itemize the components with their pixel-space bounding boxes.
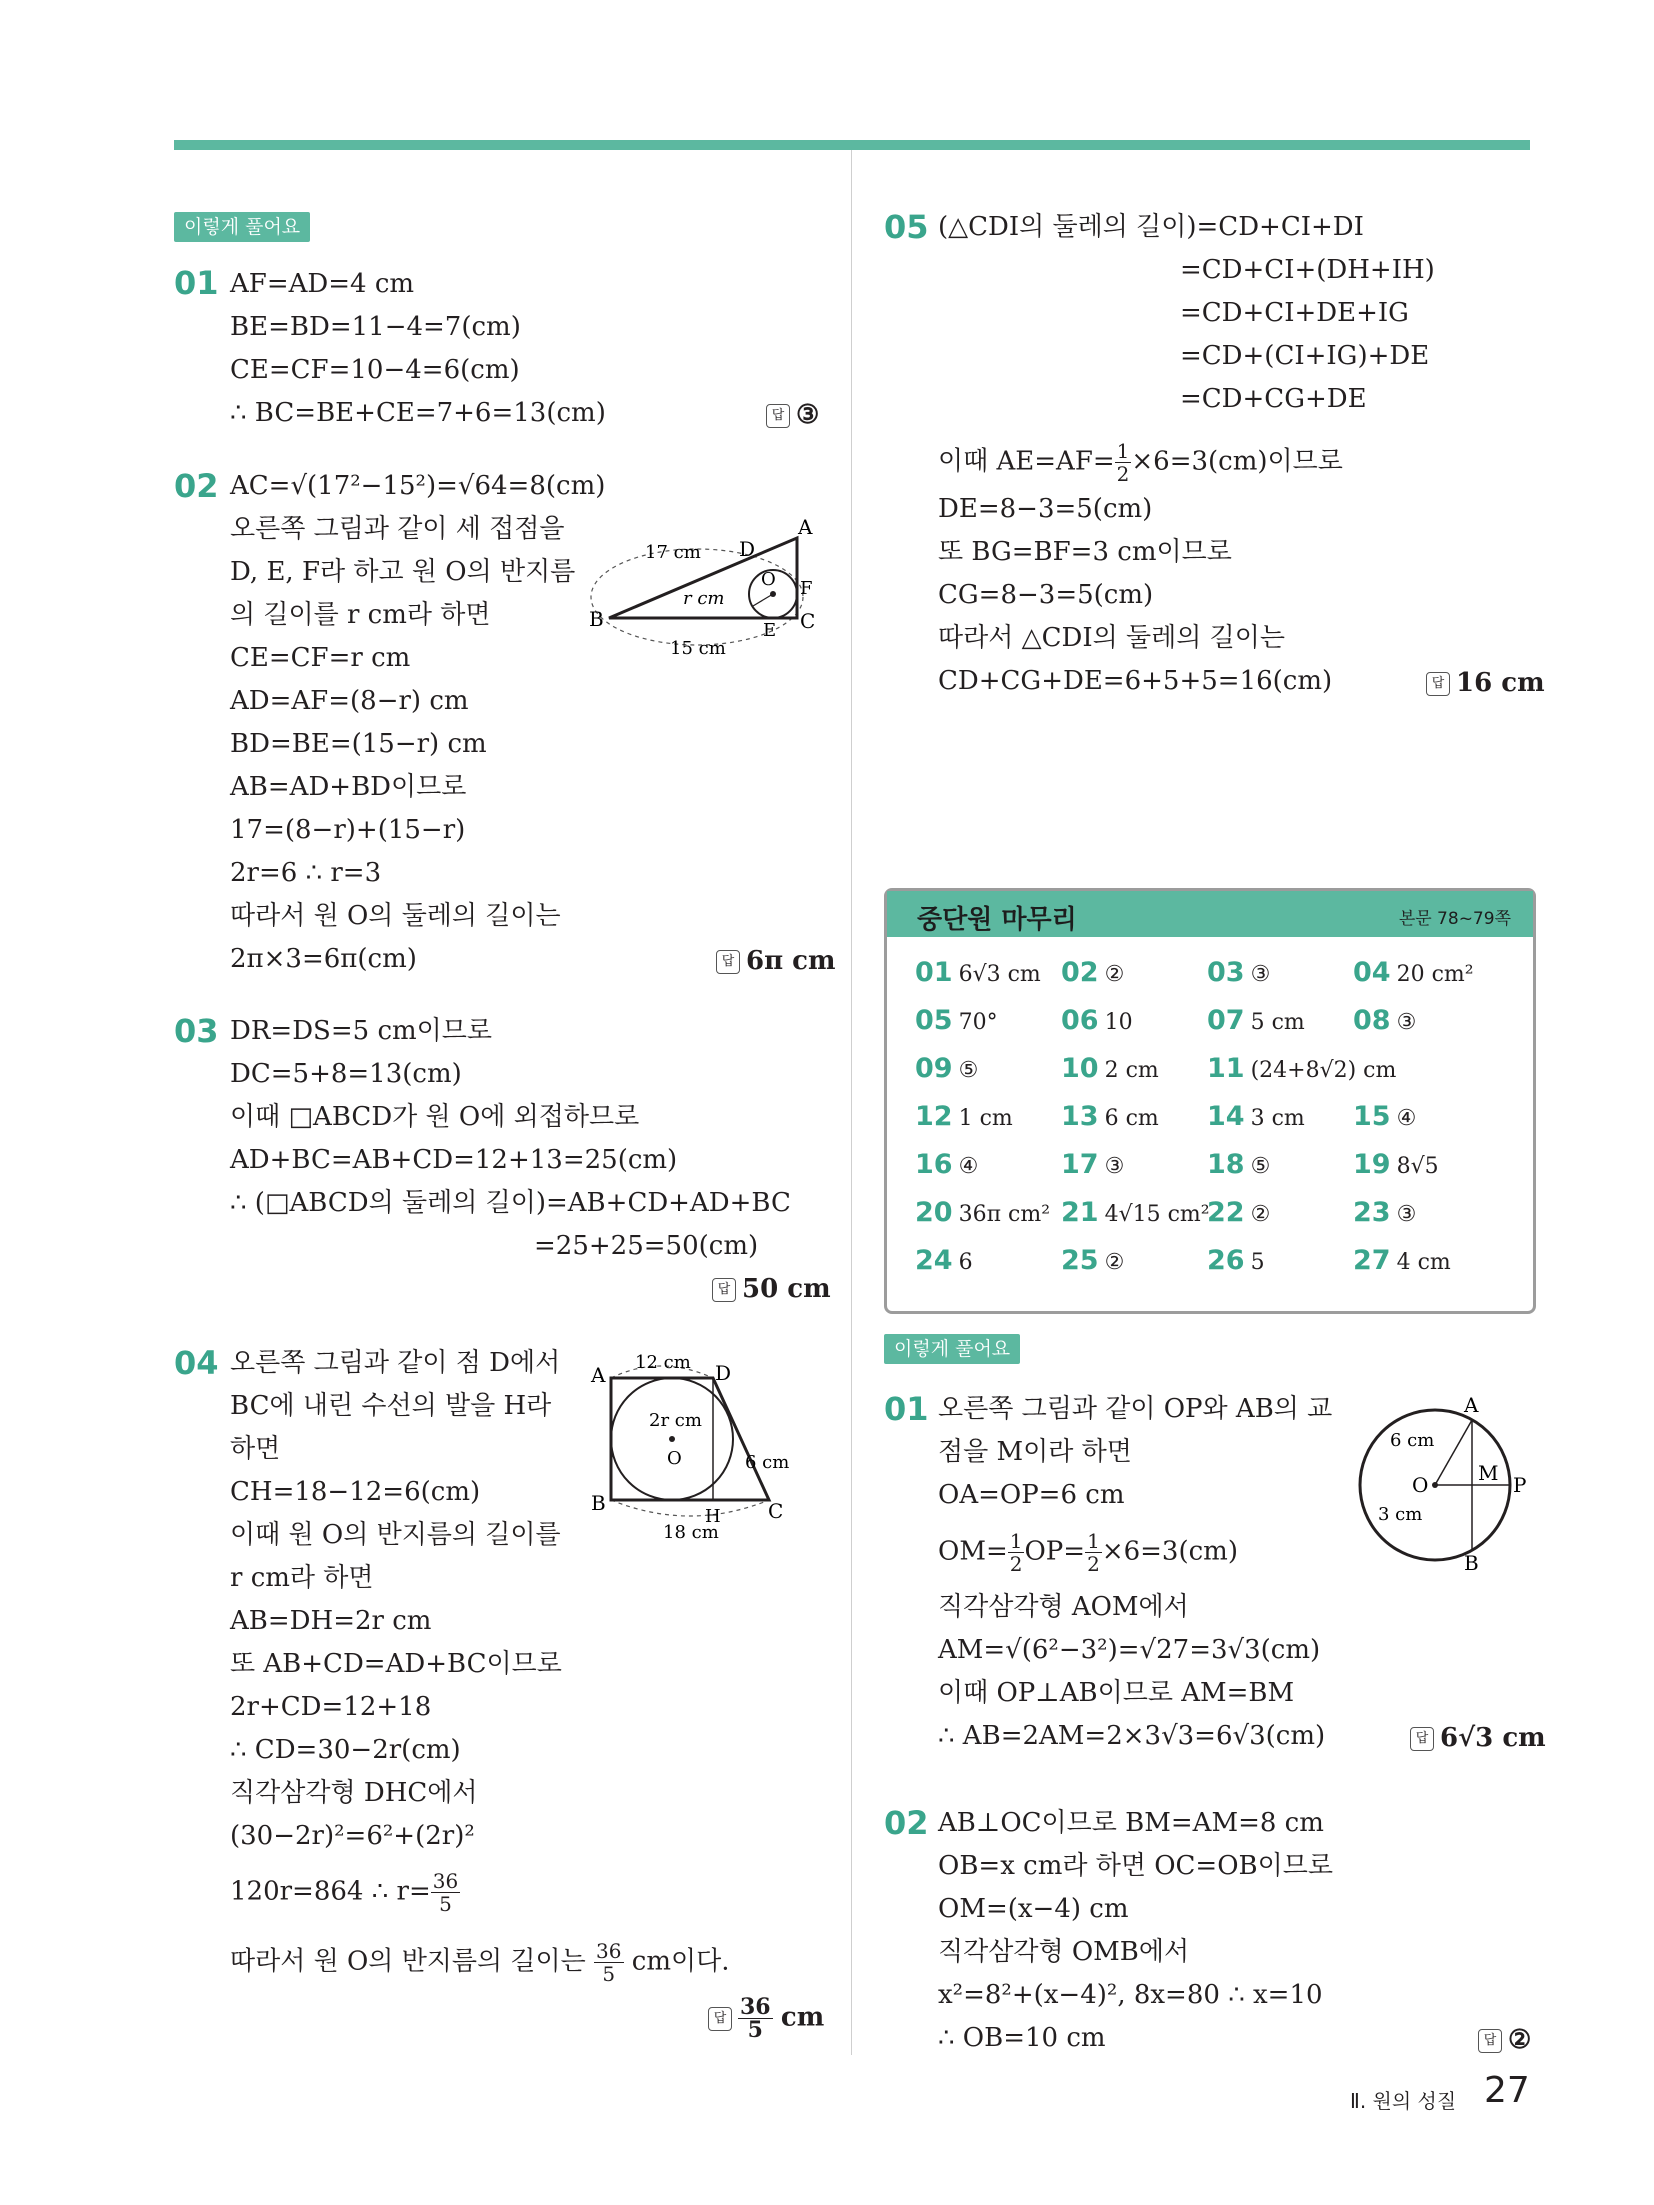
- review-answer-number: 25: [1061, 1245, 1099, 1276]
- review-answer-cell: [1207, 1245, 1265, 1276]
- solution-line: 하면: [230, 1434, 281, 1464]
- review-answer-cell: [915, 1245, 973, 1276]
- solution-line: DC=5+8=13(cm): [230, 1059, 462, 1089]
- label-C: C: [768, 1499, 784, 1523]
- solution-line: D, E, F라 하고 원 O의 반지름: [230, 557, 576, 587]
- review-box-title: 중단원 마무리: [917, 905, 1077, 935]
- review-box-header: [887, 891, 1533, 937]
- problem-number: 01: [884, 1390, 929, 1428]
- solution-line: x²=8²+(x−4)², 8x=80 ∴ x=10: [938, 1980, 1323, 2010]
- solution-line: BE=BD=11−4=7(cm): [230, 312, 521, 342]
- review-answer-value: 6: [958, 1250, 973, 1275]
- fraction: [1115, 440, 1132, 485]
- solution-line: 직각삼각형 AOM에서: [938, 1592, 1189, 1622]
- review-answer-value: 5: [1250, 1250, 1265, 1275]
- review-answer-number: 16: [915, 1149, 953, 1180]
- solution-line: 따라서 원 O의 둘레의 길이는: [230, 901, 561, 931]
- review-answer-cell: [1207, 1149, 1270, 1180]
- solution-line: 2r=6 ∴ r=3: [230, 858, 382, 888]
- solution-line: =CD+CG+DE: [1180, 384, 1367, 414]
- review-answer-number: 05: [915, 1005, 953, 1036]
- review-answer-number: 03: [1207, 957, 1245, 988]
- review-answer-cell: [915, 1197, 1050, 1228]
- review-answer-number: 20: [915, 1197, 953, 1228]
- chapter-label: Ⅱ. 원의 성질: [1350, 2089, 1457, 2113]
- review-answer-value: 4√15 cm²: [1104, 1202, 1210, 1227]
- review-answer-cell: [1353, 1149, 1439, 1180]
- answer-icon: 답: [766, 404, 790, 428]
- solution-line: [938, 440, 1343, 485]
- label-E: E: [763, 620, 777, 641]
- equation-text: OM=: [938, 1536, 1008, 1567]
- review-answer-value: 3 cm: [1250, 1106, 1305, 1131]
- review-answer-number: 22: [1207, 1197, 1245, 1228]
- trapezoid-shape: [611, 1378, 769, 1500]
- solution-tag: 이렇게 풀어요: [884, 1334, 1020, 1364]
- circle-figure: [1350, 1390, 1530, 1580]
- problem-number: 05: [884, 208, 929, 246]
- review-answer-cell: [1207, 1101, 1305, 1132]
- solution-line: AB⊥OC이므로 BM=AM=8 cm: [938, 1808, 1324, 1838]
- review-answer-value: 6 cm: [1104, 1106, 1159, 1131]
- column-divider: [851, 150, 852, 2055]
- review-answer-value: 8√5: [1396, 1154, 1439, 1179]
- solution-line: AC=√(17²−15²)=√64=8(cm): [230, 471, 606, 501]
- review-answer-number: 23: [1353, 1197, 1391, 1228]
- fraction: [1008, 1530, 1025, 1575]
- review-answer-number: 15: [1353, 1101, 1391, 1132]
- answer-mark: [1426, 666, 1545, 700]
- review-answer-number: 27: [1353, 1245, 1391, 1276]
- solution-line: AD=AF=(8−r) cm: [230, 686, 469, 716]
- review-answer-number: 07: [1207, 1005, 1245, 1036]
- review-answer-number: 11: [1207, 1053, 1245, 1084]
- numerator: 36: [432, 1869, 459, 1893]
- answer-mark: [716, 944, 836, 978]
- trapezoid-figure: [585, 1352, 800, 1542]
- solution-line: ∴ CD=30−2r(cm): [230, 1735, 461, 1765]
- review-answer-number: 13: [1061, 1101, 1099, 1132]
- review-answer-value: 6√3 cm: [958, 962, 1041, 987]
- review-answer-value: ③: [1250, 962, 1271, 987]
- review-answer-number: 09: [915, 1053, 953, 1084]
- solution-line: 오른쪽 그림과 같이 세 접점을: [230, 514, 565, 544]
- solution-line: (30−2r)²=6²+(2r)²: [230, 1821, 475, 1851]
- problem-number: 01: [174, 264, 219, 302]
- denominator: 2: [1087, 1552, 1100, 1576]
- fraction: [431, 1870, 460, 1915]
- label-side: 6 cm: [745, 1452, 790, 1473]
- label-C: C: [800, 609, 816, 633]
- review-answer-value: ②: [1104, 962, 1125, 987]
- answer-unit: cm: [780, 2002, 825, 2033]
- review-answer-cell: [915, 1149, 978, 1180]
- label-H: H: [705, 1506, 721, 1527]
- solution-line: OM=(x−4) cm: [938, 1894, 1129, 1924]
- equation-text: ×6=3(cm): [1101, 1536, 1238, 1567]
- review-answer-value: ⑤: [958, 1058, 979, 1083]
- review-answer-cell: [1061, 1053, 1159, 1084]
- solution-line: CE=CF=10−4=6(cm): [230, 355, 520, 385]
- review-answer-number: 02: [1061, 957, 1099, 988]
- solution-line: AB=AD+BD이므로: [230, 772, 467, 802]
- solution-line: 또 BG=BF=3 cm이므로: [938, 537, 1232, 567]
- review-answer-number: 17: [1061, 1149, 1099, 1180]
- solution-line: CH=18−12=6(cm): [230, 1477, 481, 1507]
- review-answer-value: 10: [1104, 1010, 1133, 1035]
- label-A: A: [1464, 1393, 1479, 1417]
- review-answer-cell: [1207, 957, 1270, 988]
- label-side-17: 17 cm: [645, 542, 701, 563]
- answer-mark: [1478, 2023, 1531, 2057]
- solution-line: [230, 1940, 729, 1985]
- solution-line: =CD+(CI+IG)+DE: [1180, 341, 1430, 371]
- label-D: D: [739, 537, 756, 561]
- solution-line: =CD+CI+DE+IG: [1180, 298, 1409, 328]
- solution-line: ∴ (□ABCD의 둘레의 길이)=AB+CD+AD+BC: [230, 1188, 791, 1218]
- review-answer-cell: [1061, 1005, 1133, 1036]
- answer-value: ②: [1508, 2025, 1532, 2055]
- review-box-reference: 본문 78~79쪽: [1398, 909, 1511, 929]
- triangle-figure: [585, 510, 825, 660]
- review-answer-value: ③: [1104, 1154, 1125, 1179]
- review-answer-value: 20 cm²: [1396, 962, 1474, 987]
- review-answer-value: ④: [1396, 1106, 1417, 1131]
- solution-line: CG=8−3=5(cm): [938, 580, 1154, 610]
- review-answer-value: 5 cm: [1250, 1010, 1305, 1035]
- solution-line: 17=(8−r)+(15−r): [230, 815, 466, 845]
- solution-line: AD+BC=AB+CD=12+13=25(cm): [230, 1145, 678, 1175]
- review-answer-number: 14: [1207, 1101, 1245, 1132]
- review-answer-number: 04: [1353, 957, 1391, 988]
- segment-OA: [1435, 1420, 1472, 1485]
- fraction: [738, 1996, 773, 2041]
- solution-line: DE=8−3=5(cm): [938, 494, 1153, 524]
- numerator: 1: [1087, 1529, 1100, 1553]
- solution-line: 또 AB+CD=AD+BC이므로: [230, 1649, 562, 1679]
- denominator: 5: [439, 1892, 452, 1916]
- numerator: 1: [1009, 1529, 1023, 1553]
- equation-text: 120r=864 ∴ r=: [230, 1876, 431, 1907]
- review-answer-value: ④: [958, 1154, 979, 1179]
- answer-value: 16 cm: [1456, 668, 1545, 698]
- label-radius: r cm: [683, 588, 725, 609]
- solution-line: DR=DS=5 cm이므로: [230, 1016, 493, 1046]
- label-B: B: [591, 1491, 606, 1515]
- solution-line: 이때 □ABCD가 원 O에 외접하므로: [230, 1102, 640, 1132]
- answer-icon: 답: [1426, 672, 1450, 696]
- review-answer-value: ③: [1396, 1202, 1417, 1227]
- review-answer-number: 24: [915, 1245, 953, 1276]
- label-M: M: [1478, 1461, 1499, 1485]
- solution-line: OB=x cm라 하면 OC=OB이므로: [938, 1851, 1333, 1881]
- label-F: F: [800, 578, 813, 599]
- solution-line: BC에 내린 수선의 발을 H라: [230, 1391, 552, 1421]
- solution-line: 이때 OP⊥AB이므로 AM=BM: [938, 1678, 1295, 1708]
- answer-icon: 답: [1410, 1727, 1434, 1751]
- sentence-text: ×6=3(cm)이므로: [1131, 446, 1343, 477]
- sentence-text: 이때 AE=AF=: [938, 446, 1115, 477]
- answer-value: 6π cm: [746, 946, 836, 976]
- dashed-arc: [611, 1500, 769, 1516]
- chapter-review-box: [884, 888, 1536, 1314]
- review-answer-cell: [915, 957, 1041, 988]
- label-B: B: [589, 607, 604, 631]
- answer-value: 6√3 cm: [1440, 1723, 1546, 1753]
- review-answer-cell: [1061, 1245, 1124, 1276]
- solution-line: =25+25=50(cm): [534, 1231, 759, 1261]
- review-answer-number: 26: [1207, 1245, 1245, 1276]
- review-answer-cell: [1353, 1197, 1416, 1228]
- numerator: 36: [596, 1939, 622, 1963]
- label-B: B: [1464, 1551, 1479, 1575]
- solution-line: CE=CF=r cm: [230, 643, 411, 673]
- review-answer-cell: [1207, 1005, 1305, 1036]
- solution-line: =CD+CI+(DH+IH): [1180, 255, 1435, 285]
- answer-icon: 답: [708, 2007, 732, 2031]
- sentence-text: 따라서 원 O의 반지름의 길이는: [230, 1946, 586, 1977]
- review-answer-cell: [915, 1053, 978, 1084]
- solution-line: OA=OP=6 cm: [938, 1480, 1125, 1510]
- solution-line: ∴ AB=2AM=2×3√3=6√3(cm): [938, 1721, 1326, 1751]
- label-D: D: [715, 1361, 732, 1385]
- solution-line: 2r+CD=12+18: [230, 1692, 432, 1722]
- review-answer-number: 08: [1353, 1005, 1391, 1036]
- answer-icon: 답: [1478, 2029, 1502, 2053]
- answer-mark: [1410, 1721, 1546, 1755]
- review-answer-value: ⑤: [1250, 1154, 1271, 1179]
- review-answer-number: 18: [1207, 1149, 1245, 1180]
- label-O: O: [1412, 1473, 1429, 1497]
- label-O: O: [761, 569, 776, 590]
- label-3cm: 3 cm: [1378, 1504, 1423, 1525]
- solution-line: 2π×3=6π(cm): [230, 944, 417, 974]
- solution-line: 오른쪽 그림과 같이 점 D에서: [230, 1348, 561, 1378]
- review-answer-cell: [1207, 1053, 1396, 1084]
- solution-line: [938, 1530, 1238, 1575]
- review-answer-cell: [1353, 1005, 1416, 1036]
- review-answer-cell: [915, 1101, 1013, 1132]
- solution-line: 따라서 △CDI의 둘레의 길이는: [938, 623, 1285, 653]
- page-number: 27: [1484, 2070, 1530, 2111]
- problem-number: 03: [174, 1012, 219, 1050]
- review-answer-number: 06: [1061, 1005, 1099, 1036]
- equation-text: OP=: [1024, 1536, 1086, 1567]
- answer-icon: 답: [712, 1278, 736, 1302]
- radius-line: [753, 594, 773, 606]
- solution-line: 의 길이를 r cm라 하면: [230, 600, 491, 630]
- solution-line: [230, 1870, 460, 1915]
- review-answer-cell: [1061, 1101, 1159, 1132]
- solution-line: ∴ OB=10 cm: [938, 2023, 1106, 2053]
- solution-line: 직각삼각형 OMB에서: [938, 1937, 1190, 1967]
- answer-icon: 답: [716, 950, 740, 974]
- review-answer-value: 1 cm: [958, 1106, 1013, 1131]
- solution-line: AB=DH=2r cm: [230, 1606, 432, 1636]
- review-answer-value: 2 cm: [1104, 1058, 1159, 1083]
- solution-line: (△CDI의 둘레의 길이)=CD+CI+DI: [938, 212, 1364, 242]
- solution-line: r cm라 하면: [230, 1563, 374, 1593]
- solution-line: 오른쪽 그림과 같이 OP와 AB의 교: [938, 1394, 1333, 1424]
- label-A: A: [591, 1363, 606, 1387]
- solution-line: 이때 원 O의 반지름의 길이를: [230, 1520, 561, 1550]
- review-answer-value: 70°: [958, 1010, 998, 1035]
- review-answer-cell: [1207, 1197, 1270, 1228]
- label-bottom: 18 cm: [663, 1522, 719, 1542]
- answer-value: ③: [796, 400, 820, 430]
- solution-line: BD=BE=(15−r) cm: [230, 729, 487, 759]
- denominator: 5: [602, 1962, 616, 1986]
- fraction: [594, 1940, 623, 1985]
- top-accent-bar: [174, 140, 1530, 150]
- review-answer-cell: [1061, 1149, 1124, 1180]
- label-side-15: 15 cm: [670, 638, 726, 659]
- label-P: P: [1513, 1473, 1527, 1497]
- problem-number: 04: [174, 1344, 219, 1382]
- center-dot: [669, 1436, 675, 1442]
- review-answer-cell: [1061, 957, 1124, 988]
- label-A: A: [798, 515, 813, 539]
- review-answer-number: 21: [1061, 1197, 1099, 1228]
- denominator: 2: [1116, 462, 1130, 486]
- answer-mark: [766, 398, 819, 432]
- review-answer-value: ②: [1250, 1202, 1271, 1227]
- solution-line: AF=AD=4 cm: [230, 269, 415, 299]
- review-answer-cell: [1353, 1245, 1451, 1276]
- numerator: 1: [1116, 439, 1130, 463]
- review-answer-number: 12: [915, 1101, 953, 1132]
- label-O: O: [667, 1448, 682, 1469]
- denominator: 2: [1009, 1552, 1023, 1576]
- problem-number: 02: [174, 467, 219, 505]
- label-radius: 2r cm: [649, 1410, 702, 1431]
- solution-line: 직각삼각형 DHC에서: [230, 1778, 478, 1808]
- label-top: 12 cm: [635, 1352, 691, 1373]
- problem-number: 02: [884, 1804, 929, 1842]
- review-answer-cell: [915, 1005, 998, 1036]
- review-answer-value: 4 cm: [1396, 1250, 1451, 1275]
- review-answer-number: 01: [915, 957, 953, 988]
- label-6cm: 6 cm: [1390, 1430, 1435, 1451]
- review-answer-cell: [1353, 1101, 1416, 1132]
- solution-line: 점을 M이라 하면: [938, 1437, 1132, 1467]
- numerator: 36: [740, 1994, 771, 2020]
- solution-tag: 이렇게 풀어요: [174, 212, 310, 242]
- solution-line: ∴ BC=BE+CE=7+6=13(cm): [230, 398, 606, 428]
- solution-line: AM=√(6²−3²)=√27=3√3(cm): [938, 1635, 1321, 1665]
- review-answer-number: 10: [1061, 1053, 1099, 1084]
- answer-mark: [712, 1272, 831, 1306]
- answer-value: 50 cm: [742, 1274, 831, 1304]
- review-answer-number: 19: [1353, 1149, 1391, 1180]
- solution-line: CD+CG+DE=6+5+5=16(cm): [938, 666, 1333, 696]
- review-answer-value: ②: [1104, 1250, 1125, 1275]
- review-answer-cell: [1061, 1197, 1210, 1228]
- sentence-text: cm이다.: [631, 1946, 730, 1977]
- answer-mark: [708, 1996, 824, 2041]
- review-answer-value: (24+8√2) cm: [1250, 1058, 1397, 1083]
- review-answer-value: ③: [1396, 1010, 1417, 1035]
- review-answer-cell: [1353, 957, 1474, 988]
- fraction: [1085, 1530, 1102, 1575]
- denominator: 5: [747, 2017, 763, 2043]
- review-answer-value: 36π cm²: [958, 1202, 1051, 1227]
